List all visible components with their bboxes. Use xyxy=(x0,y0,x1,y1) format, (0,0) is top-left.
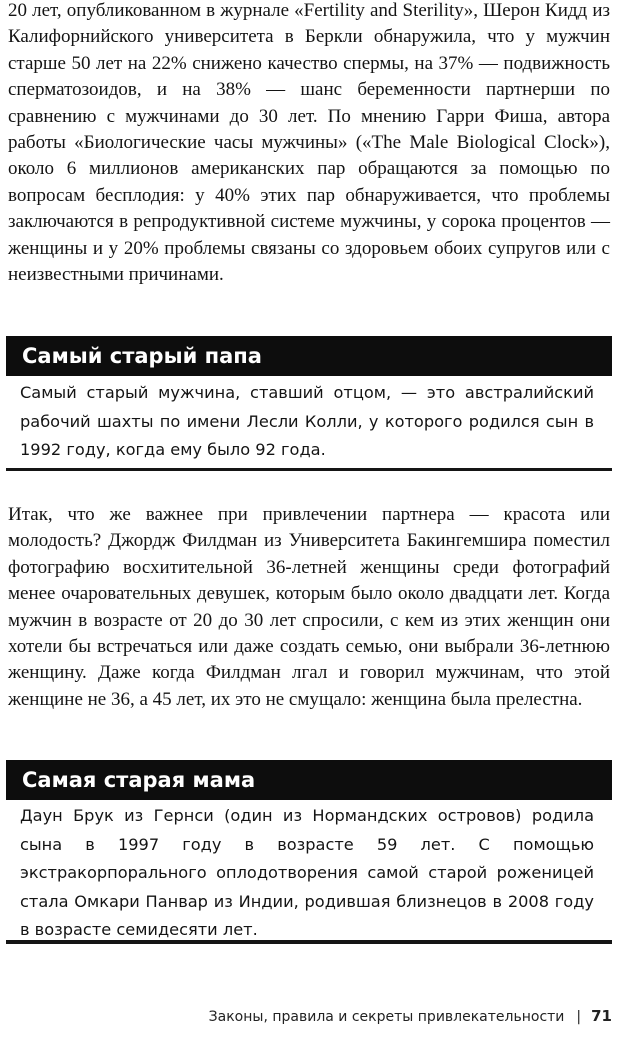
oldest-mom-heading: Самая старая мама xyxy=(6,760,612,800)
footer-separator: | xyxy=(576,1009,582,1025)
intro-paragraph: 20 лет, опубликованном в журнале «Fertility and Sterility», Шерон Кидд из Калифорнийского университета в Беркли обнаружила, что у мужчин старше 50 лет на 22% снижено качество спермы, на 37% — подвижность сперматозоидов, и на 38% — шанс беременности партнерши по сравнению с мужчинами до 30 лет. По мнению Гарри Фиша, автора работы «Биологические часы мужчины» («The Male Biological Clock»), около 6 миллионов американских пар обращаются за помощью по вопросам бесплодия: у 40% этих пар обнаруживается, что проблемы заключаются в репродуктивной системе мужчины, у сорока процентов — женщины и у 20% проблемы связаны со здоровьем обоих супругов или с неизвестными причинами. xyxy=(8,0,610,286)
oldest-dad-text: Самый старый мужчина, ставший отцом, — это австралийский рабочий шахты по имени Лесли Колли, у которого родился сын в 1992 году, когда ему было 92 года. xyxy=(20,383,594,459)
running-title: Законы, правила и секреты привлекательности xyxy=(208,1009,565,1025)
middle-paragraph: Итак, что же важнее при привлечении партнера — красота или молодость? Джордж Филдман из Университета Бакингемшира поместил фотографию восхитительной 36-летней женщины среди фотографий менее очаровательных девушек, которым было около двадцати лет. Когда мужчин в возрасте от 20 до 30 лет спросили, с кем из этих женщин они хотели бы встречаться или даже создать семью, они выбрали 36-летнюю женщину. Даже когда Филдман лгал и говорил мужчинам, что этой женщине не 36, а 45 лет, их это не смущало: женщина была прелестна. xyxy=(8,504,610,710)
page-number: 71 xyxy=(591,1007,612,1025)
page-footer xyxy=(0,1007,612,1031)
oldest-mom-bottom-rule xyxy=(6,940,612,944)
oldest-mom-text: Даун Брук из Гернси (один из Нормандских островов) родила сына в 1997 году в возрасте 59 лет. С помощью экстракорпорального оплодотворения самой старой роженицей стала Омкари Панвар из Индии, родившая близнецов в 2008 году в возрасте семидесяти лет. xyxy=(20,806,594,939)
oldest-dad-heading: Самый старый папа xyxy=(6,336,612,376)
oldest-dad-bottom-rule xyxy=(6,468,612,471)
